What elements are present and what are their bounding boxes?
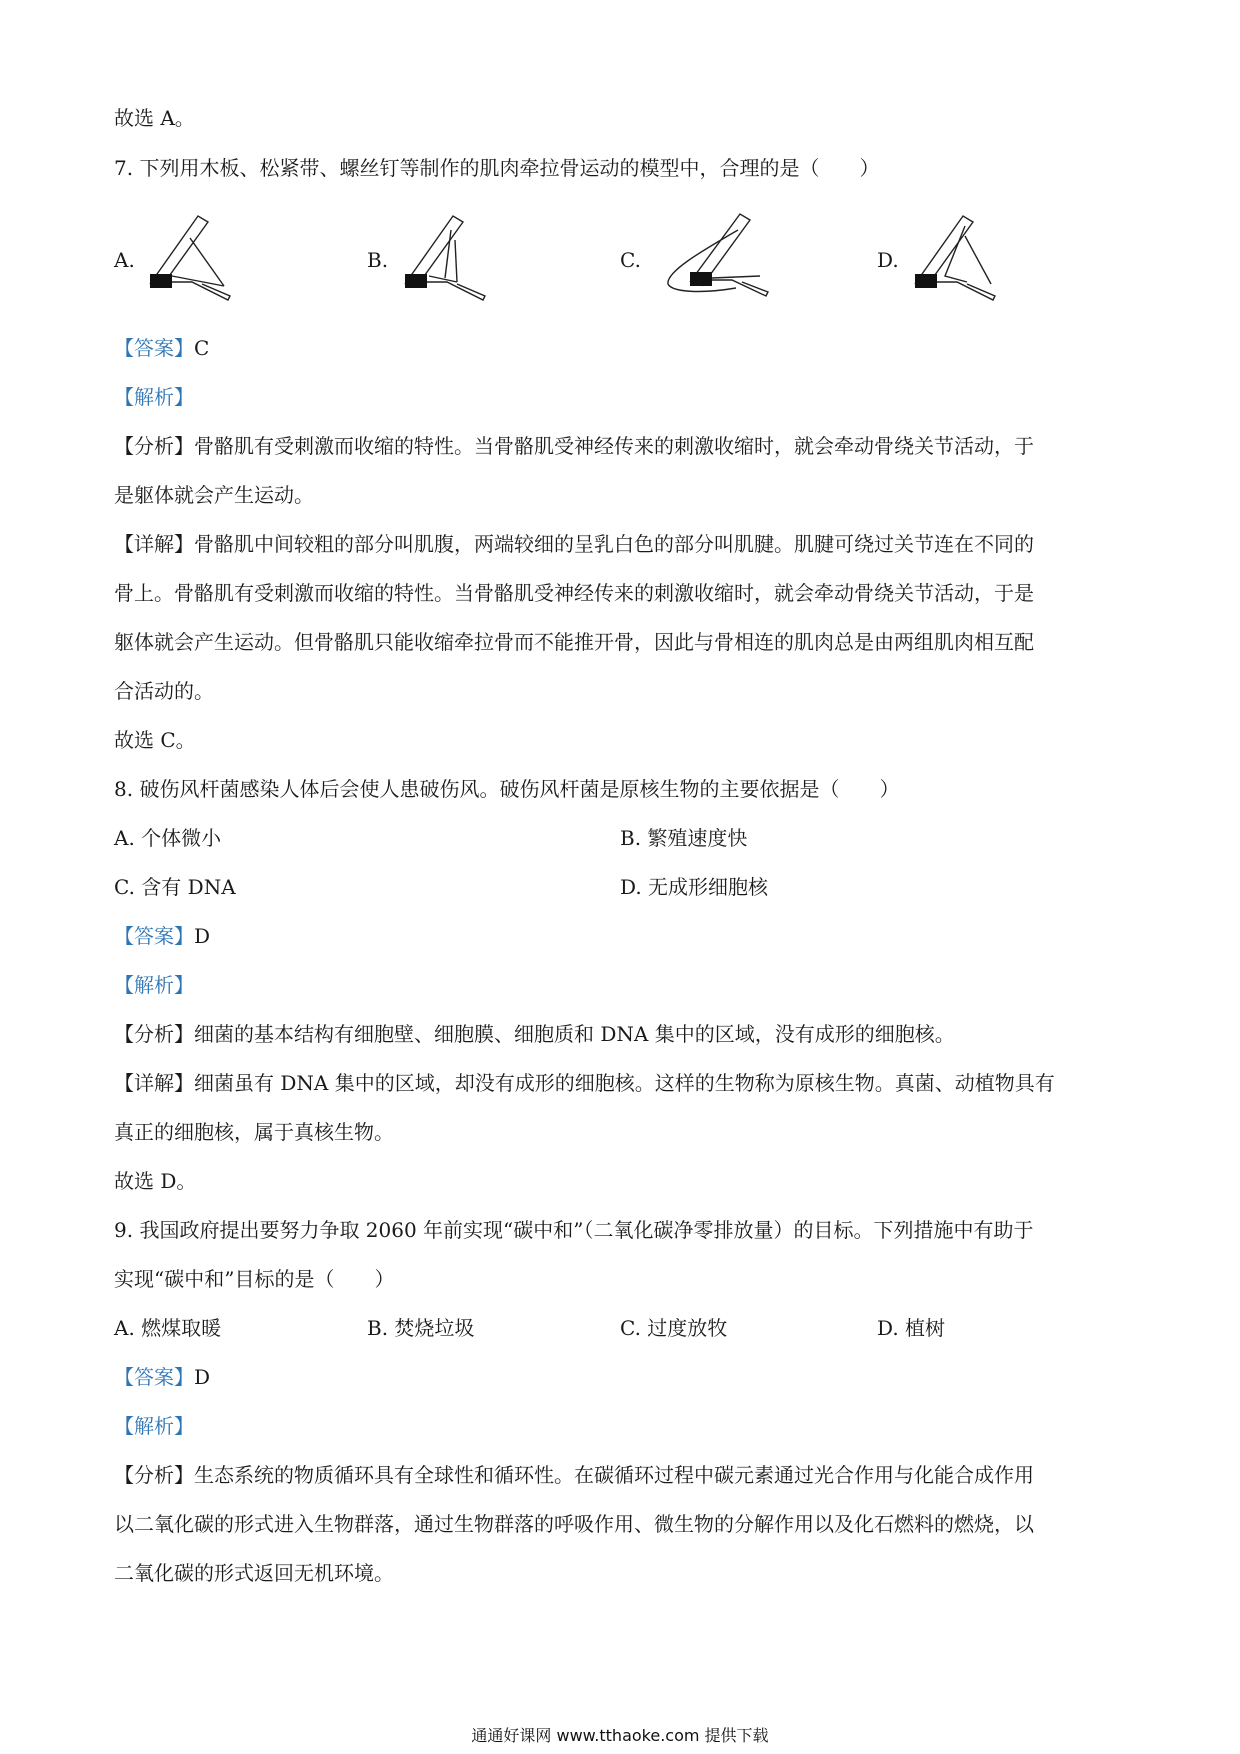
analysis-tag: 【解析】 — [114, 385, 194, 409]
fenxi-text: 骨骼肌有受刺激而收缩的特性。当骨骼肌受神经传来的刺激收缩时，就会牵动骨绕关节活动，于 — [194, 434, 1034, 458]
answer-value: D — [194, 924, 211, 948]
q7-option-d-figure — [905, 206, 1005, 302]
text-line: 合活动的。 — [114, 679, 214, 703]
fenxi-tag: 【分析】 — [114, 1022, 194, 1046]
text-line: 真正的细胞核，属于真核生物。 — [114, 1120, 394, 1144]
text-line: 骨上。骨骼肌有受刺激而收缩的特性。当骨骼肌受神经传来的刺激收缩时，就会牵动骨绕关节活动，于是 — [114, 581, 1034, 605]
question-9: 9. 我国政府提出要努力争取 2060 年前实现“碳中和”（二氧化碳净零排放量）的目标。下列措施中有助于 — [114, 1218, 1034, 1242]
text-line: 故选 C。 — [114, 728, 196, 752]
fenxi-text: 生态系统的物质循环具有全球性和循环性。在碳循环过程中碳元素通过光合作用与化能合成作用 — [194, 1463, 1034, 1487]
text-line: 躯体就会产生运动。但骨骼肌只能收缩牵拉骨而不能推开骨，因此与骨相连的肌肉总是由两组肌肉相互配 — [114, 630, 1034, 654]
q9-option-b: B. 焚烧垃圾 — [367, 1316, 475, 1340]
xiangjie-text: 骨骼肌中间较粗的部分叫肌腹，两端较细的呈乳白色的部分叫肌腱。肌腱可绕过关节连在不同的 — [194, 532, 1034, 556]
text-line: 二氧化碳的形式返回无机环境。 — [114, 1561, 394, 1585]
q7-option-c-figure — [660, 202, 780, 302]
text-line: 以二氧化碳的形式进入生物群落，通过生物群落的呼吸作用、微生物的分解作用以及化石燃料的燃烧，以 — [114, 1512, 1034, 1536]
answer-value: C — [194, 336, 210, 360]
q9-answer — [114, 1363, 210, 1391]
text-line: 故选 D。 — [114, 1169, 197, 1193]
answer-tag: 【答案】 — [114, 1365, 194, 1389]
q7-fenxi — [114, 432, 1034, 460]
q9-option-c: C. 过度放牧 — [620, 1316, 728, 1340]
q8-option-d: D. 无成形细胞核 — [620, 875, 769, 899]
q8-fenxi — [114, 1020, 955, 1048]
fenxi-tag: 【分析】 — [114, 434, 194, 458]
q7-xiangjie — [114, 530, 1034, 558]
q8-option-b: B. 繁殖速度快 — [620, 826, 748, 850]
q8-option-a: A. 个体微小 — [114, 826, 222, 850]
text-line: 故选 A。 — [114, 106, 195, 130]
text-line: 实现“碳中和”目标的是（ ） — [114, 1267, 395, 1291]
q7-option-c-label: C. — [620, 248, 641, 272]
q9-fenxi — [114, 1461, 1034, 1489]
answer-tag: 【答案】 — [114, 336, 194, 360]
q7-analysis-heading — [114, 383, 194, 411]
q7-option-a-label: A. — [114, 248, 135, 272]
q9-option-d: D. 植树 — [877, 1316, 946, 1340]
text-line: 是躯体就会产生运动。 — [114, 483, 314, 507]
xiangjie-tag: 【详解】 — [114, 532, 194, 556]
q7-option-d-label: D. — [877, 248, 899, 272]
analysis-tag: 【解析】 — [114, 973, 194, 997]
q8-answer — [114, 922, 210, 950]
q8-xiangjie — [114, 1069, 1055, 1097]
page-footer: 通通好课网 www.tthaoke.com 提供下载 — [471, 1726, 769, 1745]
q8-analysis-heading — [114, 971, 194, 999]
analysis-tag: 【解析】 — [114, 1414, 194, 1438]
q9-option-a: A. 燃煤取暖 — [114, 1316, 222, 1340]
fenxi-tag: 【分析】 — [114, 1463, 194, 1487]
xiangjie-text: 细菌虽有 DNA 集中的区域，却没有成形的细胞核。这样的生物称为原核生物。真菌、动植物具有 — [194, 1071, 1055, 1095]
q7-answer — [114, 334, 209, 362]
q7-option-a-figure — [140, 206, 240, 302]
q7-option-b-figure — [395, 206, 495, 302]
question-8: 8. 破伤风杆菌感染人体后会使人患破伤风。破伤风杆菌是原核生物的主要依据是（ ） — [114, 777, 900, 801]
q8-option-c: C. 含有 DNA — [114, 875, 236, 899]
q9-analysis-heading — [114, 1412, 194, 1440]
q7-option-b-label: B. — [367, 248, 389, 272]
fenxi-text: 细菌的基本结构有细胞壁、细胞膜、细胞质和 DNA 集中的区域，没有成形的细胞核。 — [194, 1022, 955, 1046]
answer-value: D — [194, 1365, 211, 1389]
question-7: 7. 下列用木板、松紧带、螺丝钉等制作的肌肉牵拉骨运动的模型中，合理的是（ ） — [114, 156, 880, 180]
xiangjie-tag: 【详解】 — [114, 1071, 194, 1095]
answer-tag: 【答案】 — [114, 924, 194, 948]
